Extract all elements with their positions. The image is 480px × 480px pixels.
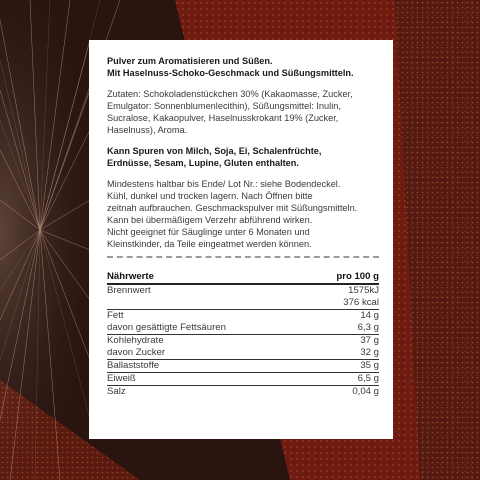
- table-row: [107, 322, 379, 335]
- nutrient-value: 376 kcal: [307, 297, 379, 310]
- table-row: [107, 335, 379, 348]
- nutrient-name: Ballaststoffe: [107, 360, 307, 373]
- nutrient-value: 6,5 g: [307, 373, 379, 386]
- nutrient-name: davon Zucker: [107, 347, 307, 360]
- ingredients-text: [107, 88, 379, 136]
- nutrition-table: [107, 270, 379, 398]
- label-heading-line-1: Pulver zum Aromatisieren und Süßen.: [107, 56, 273, 66]
- nutrition-header-value: pro 100 g: [307, 270, 379, 284]
- nutrient-name: Salz: [107, 386, 126, 397]
- nutrient-value: 0,04 g: [352, 386, 379, 397]
- ingredients-line: Zutaten: Schokoladenstückchen 30% (Kakaomasse, Zucker,: [107, 89, 353, 99]
- dashed-divider: [107, 256, 379, 258]
- storage-line: Kühl, dunkel und trocken lagern. Nach Öffnen bitte: [107, 191, 313, 201]
- table-row: [107, 310, 379, 323]
- table-row: [107, 360, 379, 373]
- nutrient-name: davon gesättigte Fettsäuren: [107, 322, 307, 335]
- table-row: [107, 386, 379, 399]
- nutrient-name: Eiweiß: [107, 373, 307, 386]
- product-label: [89, 40, 393, 439]
- label-heading-line-2: Mit Haselnuss-Schoko-Geschmack und Süßungsmitteln.: [107, 68, 354, 78]
- nutrient-value: 1575kJ: [348, 285, 379, 296]
- nutrient-name: Kohlehydrate: [107, 335, 164, 346]
- storage-line: zeitnah aufbrauchen. Geschmackspulver mit Süßungsmitteln.: [107, 203, 358, 213]
- nutrition-header-name: Nährwerte: [107, 270, 307, 284]
- nutrient-value: 37 g: [360, 335, 379, 346]
- storage-line: Kleinstkinder, da Teile eingeatmet werden können.: [107, 239, 312, 249]
- ingredients-line: Emulgator: Sonnenblumenlecithin), Süßungsmittel: Inulin,: [107, 101, 341, 111]
- table-row: [107, 284, 379, 297]
- nutrient-name: [107, 297, 307, 310]
- table-row: [107, 373, 379, 386]
- nutrient-value: 6,3 g: [307, 322, 379, 335]
- table-row: [107, 347, 379, 360]
- ingredients-line: Haselnuss), Aroma.: [107, 125, 188, 135]
- nutrient-name: Brennwert: [107, 285, 151, 296]
- nutrient-value: 32 g: [307, 347, 379, 360]
- ingredients-line: Sucralose, Kakaopulver, Haselnusskrokant 19% (Zucker,: [107, 113, 339, 123]
- nutrient-name: Fett: [107, 310, 124, 321]
- nutrient-value: 14 g: [360, 310, 379, 321]
- storage-line: Mindestens haltbar bis Ende/ Lot Nr.: siehe Bodendeckel.: [107, 179, 341, 189]
- table-row: [107, 297, 379, 310]
- allergens-line-1: Kann Spuren von Milch, Soja, Ei, Schalenfrüchte,: [107, 146, 322, 156]
- nutrient-value: 35 g: [307, 360, 379, 373]
- storage-line: Nicht geeignet für Säuglinge unter 6 Monaten und: [107, 227, 310, 237]
- nutrition-header-row: [107, 270, 379, 284]
- storage-line: Kann bei übermäßigem Verzehr abführend wirken.: [107, 215, 313, 225]
- allergens-line-2: Erdnüsse, Sesam, Lupine, Gluten enthalten.: [107, 158, 299, 168]
